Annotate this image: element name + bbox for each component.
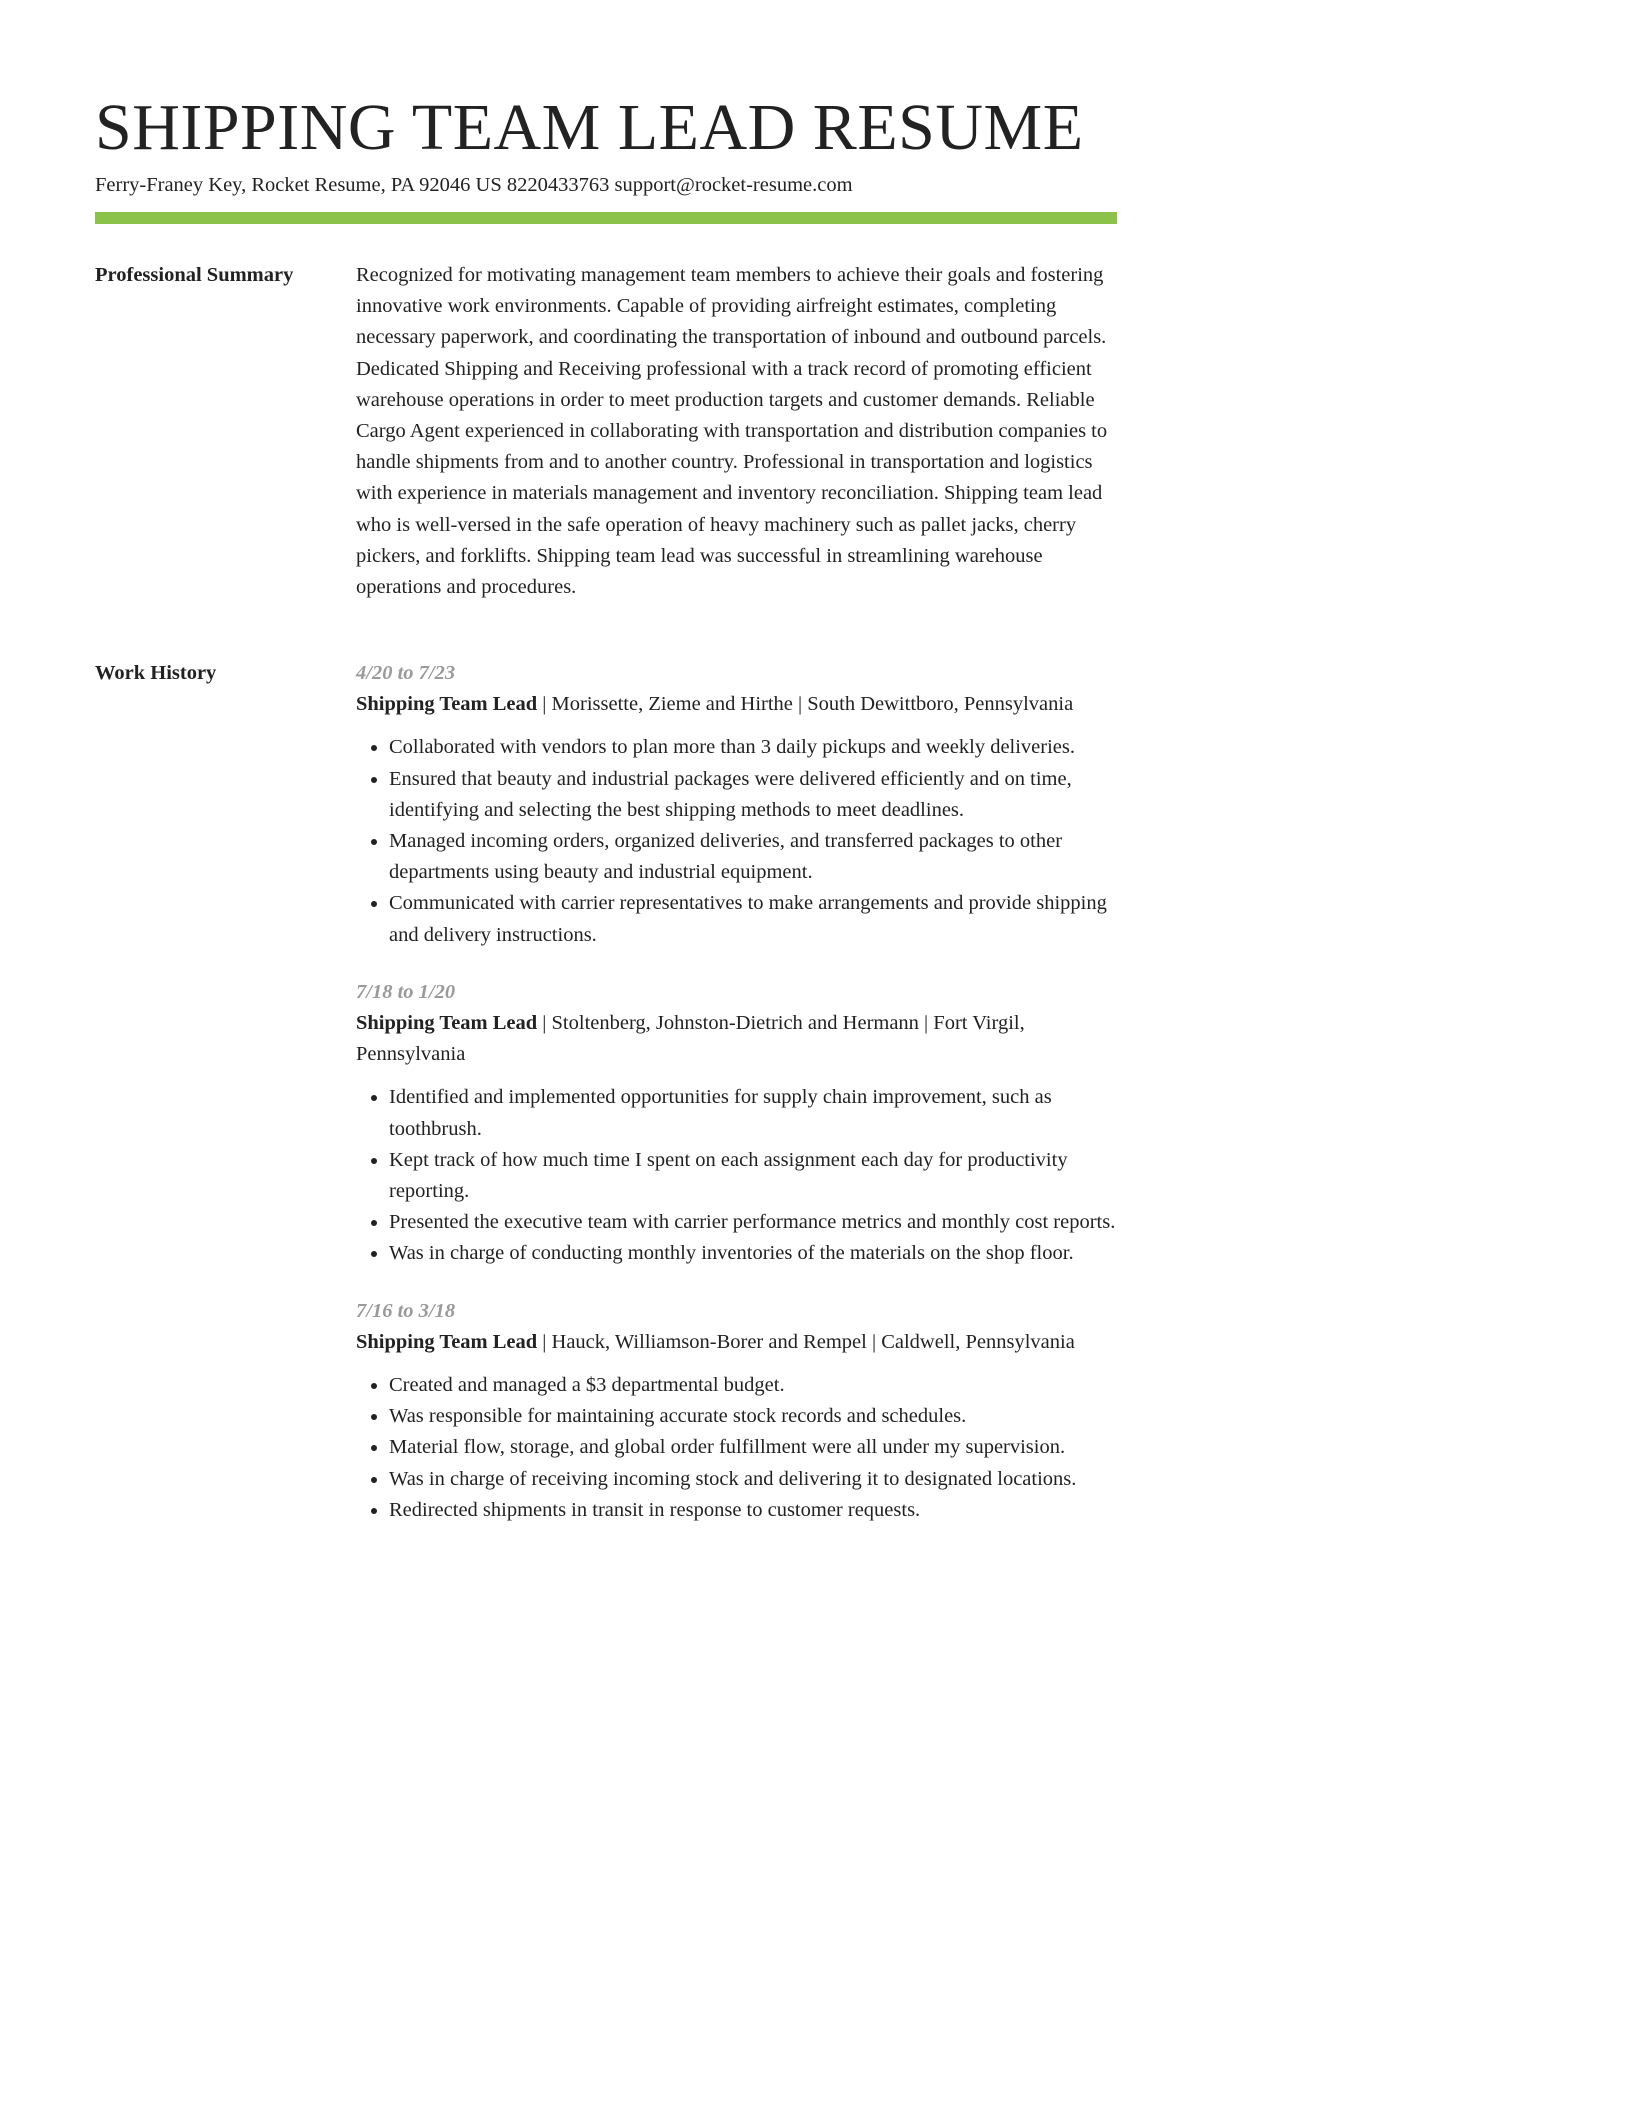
job-entry (356, 658, 1117, 951)
job-heading (356, 1327, 1117, 1358)
summary-section (356, 260, 1117, 603)
job-bullet: • Created and managed a $3 departmental budget. (389, 1370, 1117, 1401)
header-divider (95, 212, 1117, 224)
resume-title: SHIPPING TEAM LEAD RESUME (95, 91, 1084, 164)
job-bullet: • Was responsible for maintaining accurate stock records and schedules. (389, 1401, 1117, 1432)
job-bullet: • Collaborated with vendors to plan more than 3 daily pickups and weekly deliveries. (389, 732, 1117, 763)
job-bullet: • Kept track of how much time I spent on each assignment each day for productivity reporting. (389, 1145, 1117, 1207)
job-title: Shipping Team Lead (356, 693, 538, 716)
job-bullet: • Was in charge of conducting monthly inventories of the materials on the shop floor. (389, 1238, 1117, 1269)
summary-text: Recognized for motivating management team members to achieve their goals and fostering innovative work environments. Capable of providing airfreight estimates, completing necessary paperwork, and coordinating the transportation of inbound and outbound parcels. Dedicated Shipping and Receiving professional with a track record of promoting efficient warehouse operations in order to meet production targets and customer demands. Reliable Cargo Agent experienced in collaborating with transportation and distribution companies to handle shipments from and to another country. Professional in transportation and logistics with experience in materials management and inventory reconciliation. Shipping team lead who is well-versed in the safe operation of heavy machinery such as pallet jacks, cherry pickers, and forklifts. Shipping team lead was successful in streamlining warehouse operations and procedures. (356, 264, 1108, 599)
job-bullets (356, 732, 1117, 950)
job-details: | Morissette, Zieme and Hirthe | South Dewittboro, Pennsylvania (537, 693, 1074, 716)
job-bullet: • Was in charge of receiving incoming stock and delivering it to designated locations. (389, 1464, 1117, 1495)
job-title: Shipping Team Lead (356, 1012, 538, 1035)
job-bullet: • Presented the executive team with carrier performance metrics and monthly cost reports. (389, 1207, 1117, 1238)
section-label-summary: Professional Summary (95, 264, 294, 286)
contact-line: Ferry-Franey Key, Rocket Resume, PA 92046 US 8220433763 support@rocket-resume.com (95, 174, 853, 196)
job-dates: 7/18 to 1/20 (356, 980, 456, 1003)
job-bullets (356, 1082, 1117, 1269)
job-bullet: • Material flow, storage, and global order fulfillment were all under my supervision. (389, 1432, 1117, 1463)
job-bullet: • Identified and implemented opportunities for supply chain improvement, such as toothbrush. (389, 1082, 1117, 1144)
job-bullet: • Ensured that beauty and industrial packages were delivered efficiently and on time, identifying and selecting the best shipping methods to meet deadlines. (389, 764, 1117, 826)
job-dates: 4/20 to 7/23 (356, 662, 456, 684)
job-bullet: • Communicated with carrier representatives to make arrangements and provide shipping and delivery instructions. (389, 888, 1117, 950)
job-entry (356, 977, 1117, 1270)
job-bullet: • Managed incoming orders, organized deliveries, and transferred packages to other departments using beauty and industrial equipment. (389, 826, 1117, 888)
section-label-work-history: Work History (95, 662, 217, 684)
job-heading (356, 1008, 1117, 1070)
job-details: | Hauck, Williamson-Borer and Rempel | Caldwell, Pennsylvania (537, 1330, 1075, 1353)
job-heading (356, 689, 1117, 720)
job-details: | Stoltenberg, Johnston-Dietrich and Hermann | Fort Virgil, Pennsylvania (356, 1012, 1025, 1066)
job-title: Shipping Team Lead (356, 1330, 538, 1353)
job-entry (356, 1296, 1117, 1526)
job-dates: 7/16 to 3/18 (356, 1299, 456, 1322)
job-bullet: • Redirected shipments in transit in response to customer requests. (389, 1495, 1117, 1526)
job-bullets (356, 1370, 1117, 1526)
work-history-section (356, 658, 1117, 1552)
